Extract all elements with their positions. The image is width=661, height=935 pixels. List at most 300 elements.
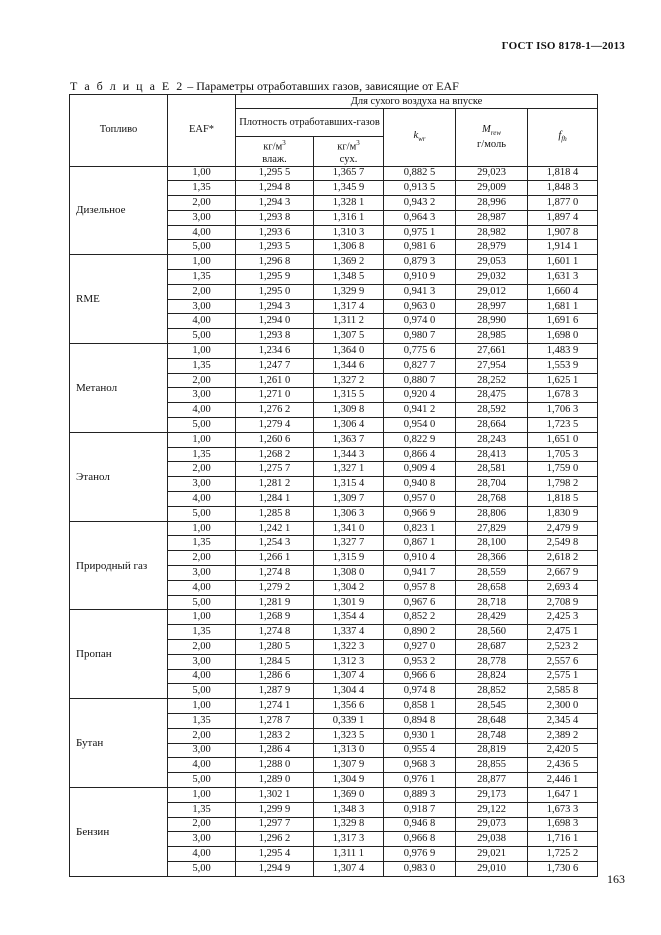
mrew-cell: 28,648 bbox=[456, 713, 528, 728]
eaf-cell: 3,00 bbox=[168, 388, 236, 403]
kwr-cell: 0,880 7 bbox=[384, 373, 456, 388]
eaf-cell: 1,35 bbox=[168, 358, 236, 373]
kwr-cell: 0,963 0 bbox=[384, 299, 456, 314]
ffh-cell: 2,420 5 bbox=[528, 743, 598, 758]
ffh-cell: 1,691 6 bbox=[528, 314, 598, 329]
mrew-cell: 28,592 bbox=[456, 403, 528, 418]
eaf-cell: 1,00 bbox=[168, 787, 236, 802]
mrew-cell: 28,243 bbox=[456, 432, 528, 447]
mrew-cell: 28,806 bbox=[456, 506, 528, 521]
kwr-cell: 0,920 4 bbox=[384, 388, 456, 403]
fuel-name-cell: Бензин bbox=[70, 787, 168, 876]
table-row bbox=[70, 521, 598, 536]
eaf-cell: 5,00 bbox=[168, 240, 236, 255]
density-wet-cell: 1,288 0 bbox=[236, 758, 314, 773]
density-wet-cell: 1,261 0 bbox=[236, 373, 314, 388]
density-wet-cell: 1,274 8 bbox=[236, 566, 314, 581]
mrew-cell: 28,581 bbox=[456, 462, 528, 477]
kwr-cell: 0,913 5 bbox=[384, 181, 456, 196]
density-dry-cell: 1,315 4 bbox=[314, 477, 384, 492]
kwr-cell: 0,909 4 bbox=[384, 462, 456, 477]
density-wet-cell: 1,274 1 bbox=[236, 699, 314, 714]
mrew-cell: 28,560 bbox=[456, 625, 528, 640]
ffh-cell: 2,425 3 bbox=[528, 610, 598, 625]
mrew-cell: 28,979 bbox=[456, 240, 528, 255]
kwr-cell: 0,823 1 bbox=[384, 521, 456, 536]
ffh-subscript: fh bbox=[561, 134, 567, 143]
kwr-cell: 0,930 1 bbox=[384, 728, 456, 743]
fuel-name-cell: Бутан bbox=[70, 699, 168, 788]
density-dry-cell: 1,307 4 bbox=[314, 669, 384, 684]
col-header-eaf: EAF* bbox=[168, 95, 236, 167]
ffh-cell: 2,345 4 bbox=[528, 713, 598, 728]
mrew-cell: 28,985 bbox=[456, 329, 528, 344]
density-wet-cell: 1,242 1 bbox=[236, 521, 314, 536]
ffh-cell: 1,706 3 bbox=[528, 403, 598, 418]
density-dry-cell: 1,356 6 bbox=[314, 699, 384, 714]
eaf-cell: 4,00 bbox=[168, 758, 236, 773]
fuel-name-cell: Природный газ bbox=[70, 521, 168, 610]
density-dry-cell: 1,316 1 bbox=[314, 210, 384, 225]
eaf-cell: 1,00 bbox=[168, 255, 236, 270]
density-dry-cell: 1,323 5 bbox=[314, 728, 384, 743]
kwr-subscript: wr bbox=[418, 134, 426, 143]
eaf-cell: 4,00 bbox=[168, 225, 236, 240]
kwr-cell: 0,940 8 bbox=[384, 477, 456, 492]
density-dry-cell: 1,344 6 bbox=[314, 358, 384, 373]
table-row bbox=[70, 699, 598, 714]
kwr-cell: 0,852 2 bbox=[384, 610, 456, 625]
eaf-cell: 5,00 bbox=[168, 773, 236, 788]
density-wet-cell: 1,276 2 bbox=[236, 403, 314, 418]
density-dry-cell: 1,309 7 bbox=[314, 492, 384, 507]
eaf-cell: 2,00 bbox=[168, 728, 236, 743]
kwr-cell: 0,941 3 bbox=[384, 284, 456, 299]
density-dry-cell: 1,311 2 bbox=[314, 314, 384, 329]
eaf-cell: 2,00 bbox=[168, 196, 236, 211]
density-wet-cell: 1,295 5 bbox=[236, 166, 314, 181]
kwr-cell: 0,867 1 bbox=[384, 536, 456, 551]
density-dry-cell: 1,369 2 bbox=[314, 255, 384, 270]
ffh-cell: 1,723 5 bbox=[528, 418, 598, 433]
eaf-cell: 5,00 bbox=[168, 329, 236, 344]
eaf-cell: 5,00 bbox=[168, 506, 236, 521]
ffh-cell: 1,631 3 bbox=[528, 270, 598, 285]
density-wet-cell: 1,287 9 bbox=[236, 684, 314, 699]
density-dry-cell: 1,301 9 bbox=[314, 595, 384, 610]
density-wet-cell: 1,294 8 bbox=[236, 181, 314, 196]
density-dry-cell: 1,322 3 bbox=[314, 640, 384, 655]
kwr-cell: 0,941 7 bbox=[384, 566, 456, 581]
ffh-cell: 2,693 4 bbox=[528, 580, 598, 595]
density-dry-cell: 1,329 9 bbox=[314, 284, 384, 299]
eaf-cell: 1,35 bbox=[168, 713, 236, 728]
eaf-cell: 3,00 bbox=[168, 299, 236, 314]
ffh-cell: 1,483 9 bbox=[528, 344, 598, 359]
eaf-cell: 1,35 bbox=[168, 181, 236, 196]
ffh-cell: 1,730 6 bbox=[528, 861, 598, 876]
ffh-cell: 1,716 1 bbox=[528, 832, 598, 847]
eaf-cell: 1,00 bbox=[168, 166, 236, 181]
ffh-cell: 1,601 1 bbox=[528, 255, 598, 270]
density-dry-cell: 1,307 4 bbox=[314, 861, 384, 876]
density-wet-cell: 1,294 3 bbox=[236, 299, 314, 314]
kwr-cell: 0,955 4 bbox=[384, 743, 456, 758]
kwr-cell: 0,941 2 bbox=[384, 403, 456, 418]
mrew-cell: 28,687 bbox=[456, 640, 528, 655]
mrew-symbol: M bbox=[482, 123, 491, 135]
eaf-cell: 1,00 bbox=[168, 344, 236, 359]
density-dry-cell: 1,307 5 bbox=[314, 329, 384, 344]
density-dry-cell: 1,306 8 bbox=[314, 240, 384, 255]
mrew-cell: 29,023 bbox=[456, 166, 528, 181]
mrew-cell: 28,658 bbox=[456, 580, 528, 595]
density-wet-cell: 1,279 4 bbox=[236, 418, 314, 433]
eaf-cell: 4,00 bbox=[168, 669, 236, 684]
mrew-cell: 28,545 bbox=[456, 699, 528, 714]
ffh-cell: 1,698 3 bbox=[528, 817, 598, 832]
kwr-cell: 0,946 8 bbox=[384, 817, 456, 832]
density-wet-cell: 1,293 8 bbox=[236, 210, 314, 225]
eaf-cell: 2,00 bbox=[168, 284, 236, 299]
density-dry-cell: 1,313 0 bbox=[314, 743, 384, 758]
density-wet-label: влаж. bbox=[262, 153, 287, 165]
eaf-cell: 4,00 bbox=[168, 492, 236, 507]
kwr-cell: 0,966 6 bbox=[384, 669, 456, 684]
mrew-cell: 27,954 bbox=[456, 358, 528, 373]
mrew-cell: 28,252 bbox=[456, 373, 528, 388]
kwr-cell: 0,981 6 bbox=[384, 240, 456, 255]
mrew-cell: 29,021 bbox=[456, 847, 528, 862]
density-dry-cell: 1,309 8 bbox=[314, 403, 384, 418]
density-wet-cell: 1,293 6 bbox=[236, 225, 314, 240]
eaf-cell: 1,00 bbox=[168, 610, 236, 625]
density-dry-unit: кг/м bbox=[337, 141, 357, 153]
col-header-dry-air-group: Для сухого воздуха на впуске bbox=[236, 95, 598, 109]
density-dry-cell: 1,306 4 bbox=[314, 418, 384, 433]
eaf-cell: 4,00 bbox=[168, 847, 236, 862]
density-dry-cell: 1,337 4 bbox=[314, 625, 384, 640]
eaf-cell: 1,35 bbox=[168, 536, 236, 551]
kwr-cell: 0,858 1 bbox=[384, 699, 456, 714]
kwr-cell: 0,775 6 bbox=[384, 344, 456, 359]
density-wet-cell: 1,281 9 bbox=[236, 595, 314, 610]
eaf-cell: 3,00 bbox=[168, 654, 236, 669]
ffh-cell: 1,818 4 bbox=[528, 166, 598, 181]
mrew-cell: 29,073 bbox=[456, 817, 528, 832]
density-wet-cell: 1,293 5 bbox=[236, 240, 314, 255]
density-dry-cell: 1,317 4 bbox=[314, 299, 384, 314]
eaf-cell: 4,00 bbox=[168, 403, 236, 418]
density-wet-cell: 1,278 7 bbox=[236, 713, 314, 728]
density-dry-cell: 1,344 3 bbox=[314, 447, 384, 462]
kwr-cell: 0,953 2 bbox=[384, 654, 456, 669]
mrew-cell: 28,768 bbox=[456, 492, 528, 507]
table-caption-prefix: Т а б л и ц а Е 2 bbox=[70, 79, 185, 93]
density-wet-cell: 1,266 1 bbox=[236, 551, 314, 566]
mrew-cell: 28,997 bbox=[456, 299, 528, 314]
mrew-cell: 28,855 bbox=[456, 758, 528, 773]
eaf-cell: 4,00 bbox=[168, 580, 236, 595]
mrew-cell: 28,987 bbox=[456, 210, 528, 225]
table-row bbox=[70, 344, 598, 359]
density-wet-cell: 1,275 7 bbox=[236, 462, 314, 477]
density-dry-cell: 1,341 0 bbox=[314, 521, 384, 536]
mrew-cell: 28,996 bbox=[456, 196, 528, 211]
ffh-cell: 1,673 3 bbox=[528, 802, 598, 817]
mrew-cell: 28,748 bbox=[456, 728, 528, 743]
eaf-cell: 1,35 bbox=[168, 270, 236, 285]
density-wet-cell: 1,296 2 bbox=[236, 832, 314, 847]
density-dry-cell: 1,304 9 bbox=[314, 773, 384, 788]
ffh-cell: 1,848 3 bbox=[528, 181, 598, 196]
kwr-cell: 0,983 0 bbox=[384, 861, 456, 876]
eaf-cell: 3,00 bbox=[168, 832, 236, 847]
kwr-cell: 0,957 0 bbox=[384, 492, 456, 507]
density-wet-cell: 1,299 9 bbox=[236, 802, 314, 817]
ffh-cell: 2,557 6 bbox=[528, 654, 598, 669]
density-wet-cell: 1,254 3 bbox=[236, 536, 314, 551]
kwr-symbol: k bbox=[413, 129, 419, 141]
kwr-cell: 0,980 7 bbox=[384, 329, 456, 344]
mrew-subscript: rew bbox=[490, 128, 501, 137]
fuel-name-cell: Дизельное bbox=[70, 166, 168, 255]
table-row bbox=[70, 166, 598, 181]
ffh-cell: 1,660 4 bbox=[528, 284, 598, 299]
mrew-cell: 28,982 bbox=[456, 225, 528, 240]
ffh-cell: 2,389 2 bbox=[528, 728, 598, 743]
eaf-cell: 2,00 bbox=[168, 640, 236, 655]
eaf-cell: 1,35 bbox=[168, 625, 236, 640]
eaf-cell: 1,35 bbox=[168, 447, 236, 462]
density-wet-cell: 1,283 2 bbox=[236, 728, 314, 743]
kwr-cell: 0,974 0 bbox=[384, 314, 456, 329]
kwr-cell: 0,894 8 bbox=[384, 713, 456, 728]
density-dry-cell: 1,307 9 bbox=[314, 758, 384, 773]
density-wet-cell: 1,281 2 bbox=[236, 477, 314, 492]
mrew-cell: 28,824 bbox=[456, 669, 528, 684]
ffh-cell: 2,549 8 bbox=[528, 536, 598, 551]
density-dry-cell: 1,327 7 bbox=[314, 536, 384, 551]
table-row bbox=[70, 787, 598, 802]
density-dry-cell: 1,311 1 bbox=[314, 847, 384, 862]
kwr-cell: 0,966 9 bbox=[384, 506, 456, 521]
ffh-cell: 2,479 9 bbox=[528, 521, 598, 536]
ffh-cell: 1,625 1 bbox=[528, 373, 598, 388]
fuel-name-cell: Метанол bbox=[70, 344, 168, 433]
mrew-cell: 29,122 bbox=[456, 802, 528, 817]
kwr-cell: 0,882 5 bbox=[384, 166, 456, 181]
eaf-cell: 2,00 bbox=[168, 462, 236, 477]
density-wet-cell: 1,247 7 bbox=[236, 358, 314, 373]
mrew-cell: 28,704 bbox=[456, 477, 528, 492]
kwr-cell: 0,976 9 bbox=[384, 847, 456, 862]
density-wet-cell: 1,296 8 bbox=[236, 255, 314, 270]
density-wet-cell: 1,294 0 bbox=[236, 314, 314, 329]
ffh-cell: 2,618 2 bbox=[528, 551, 598, 566]
density-wet-cell: 1,268 9 bbox=[236, 610, 314, 625]
table-row bbox=[70, 610, 598, 625]
table-caption-text: – Параметры отработавших газов, зависящие от EAF bbox=[184, 79, 459, 93]
density-dry-cell: 1,363 7 bbox=[314, 432, 384, 447]
kwr-cell: 0,822 9 bbox=[384, 432, 456, 447]
mrew-cell: 28,366 bbox=[456, 551, 528, 566]
ffh-cell: 1,678 3 bbox=[528, 388, 598, 403]
table-row bbox=[70, 255, 598, 270]
density-dry-cell: 1,365 7 bbox=[314, 166, 384, 181]
ffh-cell: 1,759 0 bbox=[528, 462, 598, 477]
kwr-cell: 0,976 1 bbox=[384, 773, 456, 788]
eaf-cell: 4,00 bbox=[168, 314, 236, 329]
mrew-cell: 29,012 bbox=[456, 284, 528, 299]
density-dry-cell: 1,345 9 bbox=[314, 181, 384, 196]
density-dry-cell: 1,369 0 bbox=[314, 787, 384, 802]
fuel-name-cell: Этанол bbox=[70, 432, 168, 521]
density-wet-cell: 1,302 1 bbox=[236, 787, 314, 802]
mrew-cell: 28,877 bbox=[456, 773, 528, 788]
density-wet-cell: 1,284 1 bbox=[236, 492, 314, 507]
density-dry-cell: 1,364 0 bbox=[314, 344, 384, 359]
eaf-cell: 5,00 bbox=[168, 861, 236, 876]
ffh-cell: 1,907 8 bbox=[528, 225, 598, 240]
density-wet-cell: 1,297 7 bbox=[236, 817, 314, 832]
density-dry-cell: 1,328 1 bbox=[314, 196, 384, 211]
kwr-cell: 0,890 2 bbox=[384, 625, 456, 640]
eaf-cell: 5,00 bbox=[168, 418, 236, 433]
kwr-cell: 0,943 2 bbox=[384, 196, 456, 211]
density-dry-cell: 1,315 5 bbox=[314, 388, 384, 403]
col-header-density-wet bbox=[236, 137, 314, 167]
density-dry-cell: 1,304 2 bbox=[314, 580, 384, 595]
density-wet-unit: кг/м bbox=[263, 141, 283, 153]
density-dry-cell: 1,354 4 bbox=[314, 610, 384, 625]
ffh-cell: 2,436 5 bbox=[528, 758, 598, 773]
ffh-cell: 1,914 1 bbox=[528, 240, 598, 255]
mrew-cell: 29,009 bbox=[456, 181, 528, 196]
density-dry-cube: 3 bbox=[356, 139, 360, 147]
density-wet-cell: 1,293 8 bbox=[236, 329, 314, 344]
density-dry-cell: 1,329 8 bbox=[314, 817, 384, 832]
eaf-cell: 2,00 bbox=[168, 817, 236, 832]
ffh-cell: 2,300 0 bbox=[528, 699, 598, 714]
ffh-cell: 2,475 1 bbox=[528, 625, 598, 640]
kwr-cell: 0,889 3 bbox=[384, 787, 456, 802]
density-dry-cell: 1,304 4 bbox=[314, 684, 384, 699]
density-wet-cube: 3 bbox=[282, 139, 286, 147]
mrew-cell: 28,778 bbox=[456, 654, 528, 669]
mrew-cell: 28,475 bbox=[456, 388, 528, 403]
kwr-cell: 0,967 6 bbox=[384, 595, 456, 610]
density-dry-cell: 1,315 9 bbox=[314, 551, 384, 566]
kwr-cell: 0,957 8 bbox=[384, 580, 456, 595]
density-wet-cell: 1,234 6 bbox=[236, 344, 314, 359]
ffh-cell: 2,667 9 bbox=[528, 566, 598, 581]
col-header-density: Плотность отработавших-газов bbox=[236, 109, 384, 137]
kwr-cell: 0,910 4 bbox=[384, 551, 456, 566]
eaf-cell: 1,35 bbox=[168, 802, 236, 817]
density-wet-cell: 1,260 6 bbox=[236, 432, 314, 447]
kwr-cell: 0,927 0 bbox=[384, 640, 456, 655]
mrew-cell: 28,819 bbox=[456, 743, 528, 758]
eaf-cell: 3,00 bbox=[168, 477, 236, 492]
ffh-cell: 1,651 0 bbox=[528, 432, 598, 447]
ffh-cell: 1,798 2 bbox=[528, 477, 598, 492]
mrew-cell: 29,053 bbox=[456, 255, 528, 270]
col-header-ffh bbox=[528, 109, 598, 167]
mrew-unit: г/моль bbox=[476, 138, 506, 150]
mrew-cell: 28,413 bbox=[456, 447, 528, 462]
ffh-cell: 1,698 0 bbox=[528, 329, 598, 344]
ffh-cell: 2,708 9 bbox=[528, 595, 598, 610]
col-header-kwr bbox=[384, 109, 456, 167]
kwr-cell: 0,974 8 bbox=[384, 684, 456, 699]
mrew-cell: 29,038 bbox=[456, 832, 528, 847]
density-wet-cell: 1,294 3 bbox=[236, 196, 314, 211]
density-wet-cell: 1,271 0 bbox=[236, 388, 314, 403]
density-dry-cell: 1,310 3 bbox=[314, 225, 384, 240]
mrew-cell: 28,718 bbox=[456, 595, 528, 610]
density-wet-cell: 1,295 9 bbox=[236, 270, 314, 285]
mrew-cell: 28,852 bbox=[456, 684, 528, 699]
mrew-cell: 28,429 bbox=[456, 610, 528, 625]
fuel-name-cell: RME bbox=[70, 255, 168, 344]
mrew-cell: 28,664 bbox=[456, 418, 528, 433]
density-dry-cell: 1,308 0 bbox=[314, 566, 384, 581]
ffh-cell: 1,877 0 bbox=[528, 196, 598, 211]
kwr-cell: 0,964 3 bbox=[384, 210, 456, 225]
density-dry-cell: 1,312 3 bbox=[314, 654, 384, 669]
density-dry-cell: 0,339 1 bbox=[314, 713, 384, 728]
density-dry-cell: 1,348 3 bbox=[314, 802, 384, 817]
kwr-cell: 0,827 7 bbox=[384, 358, 456, 373]
table-caption bbox=[70, 79, 459, 94]
kwr-cell: 0,866 4 bbox=[384, 447, 456, 462]
eaf-cell: 2,00 bbox=[168, 373, 236, 388]
mrew-cell: 27,661 bbox=[456, 344, 528, 359]
ffh-cell: 1,725 2 bbox=[528, 847, 598, 862]
density-dry-cell: 1,327 1 bbox=[314, 462, 384, 477]
table-body bbox=[70, 166, 598, 876]
kwr-cell: 0,966 8 bbox=[384, 832, 456, 847]
density-wet-cell: 1,286 6 bbox=[236, 669, 314, 684]
mrew-cell: 27,829 bbox=[456, 521, 528, 536]
ffh-cell: 2,585 8 bbox=[528, 684, 598, 699]
density-wet-cell: 1,295 4 bbox=[236, 847, 314, 862]
ffh-cell: 1,818 5 bbox=[528, 492, 598, 507]
mrew-cell: 29,032 bbox=[456, 270, 528, 285]
table-row bbox=[70, 432, 598, 447]
col-header-mrew bbox=[456, 109, 528, 167]
page-number: 163 bbox=[607, 872, 625, 886]
eaf-cell: 1,00 bbox=[168, 521, 236, 536]
density-wet-cell: 1,284 5 bbox=[236, 654, 314, 669]
density-wet-cell: 1,286 4 bbox=[236, 743, 314, 758]
ffh-cell: 1,553 9 bbox=[528, 358, 598, 373]
density-wet-cell: 1,280 5 bbox=[236, 640, 314, 655]
eaf-cell: 3,00 bbox=[168, 743, 236, 758]
mrew-cell: 28,990 bbox=[456, 314, 528, 329]
mrew-cell: 28,100 bbox=[456, 536, 528, 551]
col-header-density-dry bbox=[314, 137, 384, 167]
document-standard-header: ГОСТ ISO 8178-1—2013 bbox=[501, 40, 625, 52]
density-wet-cell: 1,289 0 bbox=[236, 773, 314, 788]
kwr-cell: 0,968 3 bbox=[384, 758, 456, 773]
eaf-cell: 5,00 bbox=[168, 684, 236, 699]
ffh-symbol: f bbox=[558, 129, 562, 141]
density-wet-cell: 1,294 9 bbox=[236, 861, 314, 876]
density-dry-cell: 1,317 3 bbox=[314, 832, 384, 847]
ffh-cell: 2,446 1 bbox=[528, 773, 598, 788]
